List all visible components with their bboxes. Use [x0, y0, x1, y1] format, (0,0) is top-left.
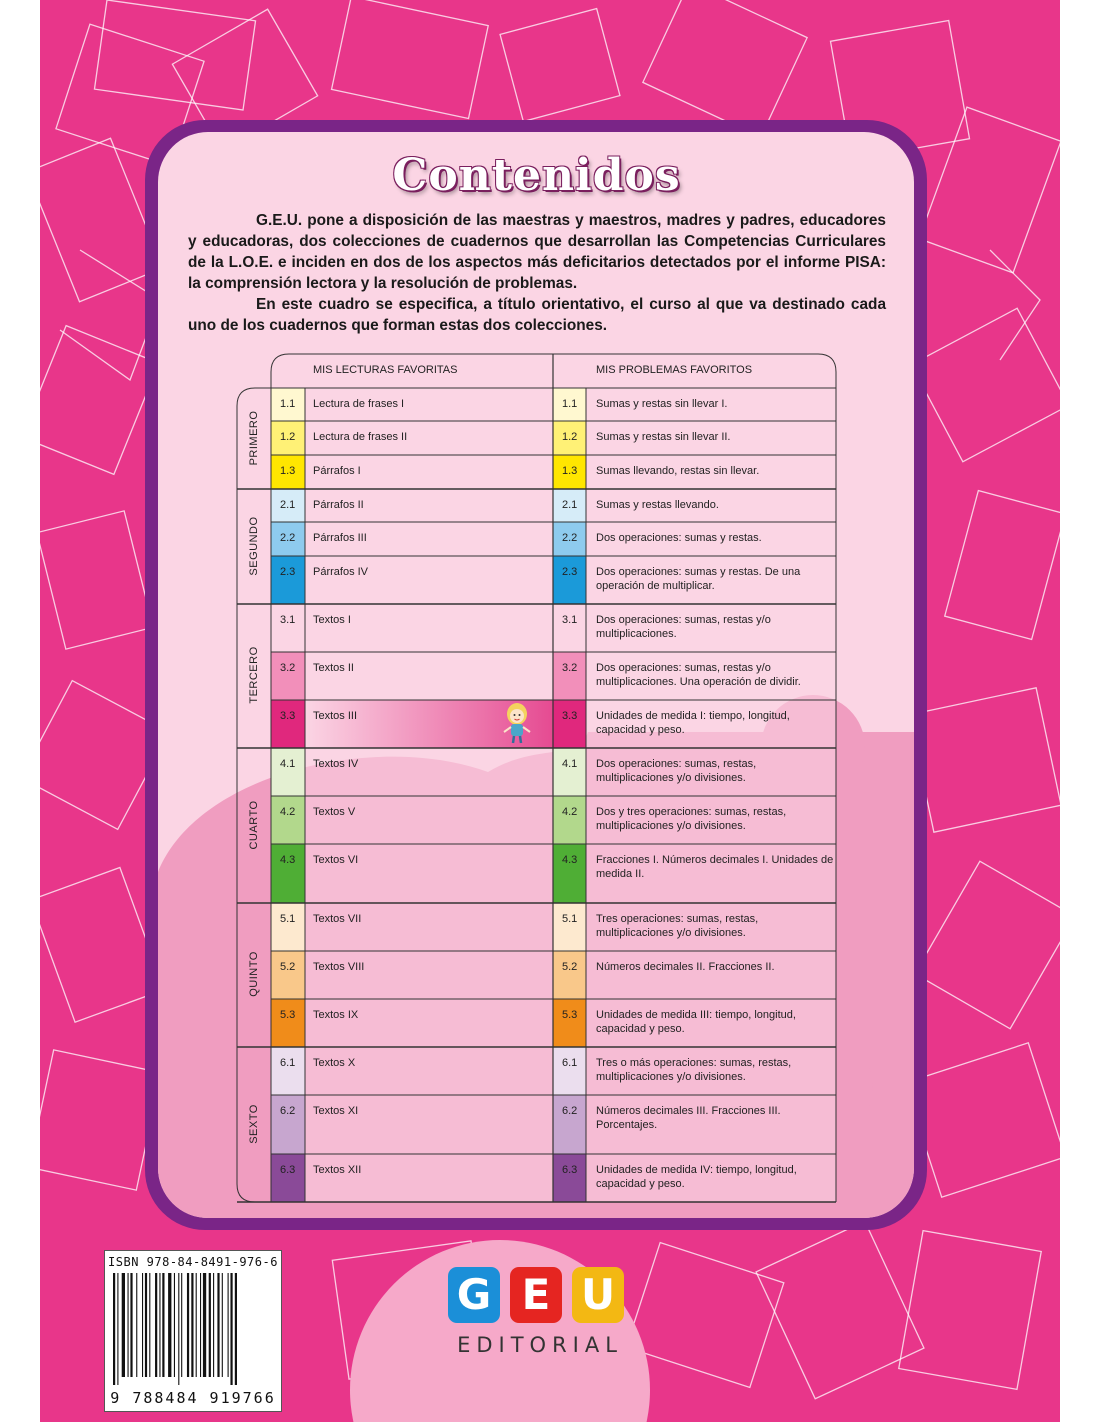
level-label: QUINTO	[248, 951, 260, 997]
barcode-bar	[117, 1273, 118, 1385]
lectura-number: 3.3	[280, 710, 296, 722]
lectura-number: 1.2	[280, 431, 296, 443]
barcode-bar	[155, 1273, 157, 1377]
level-color-cell	[271, 1095, 305, 1154]
lectura-number: 4.2	[280, 806, 296, 818]
problema-title: Tres operaciones: sumas, restas, multiplicaciones y/o divisiones.	[596, 913, 759, 939]
level-color-cell	[271, 999, 305, 1047]
problema-number: 6.2	[562, 1105, 578, 1117]
page-title: Contenidos	[392, 150, 681, 201]
barcode-bar	[217, 1273, 219, 1377]
problema-number: 5.2	[562, 961, 578, 973]
level-color-cell	[271, 652, 305, 700]
problema-number: 6.1	[562, 1057, 578, 1069]
problema-number: 6.3	[562, 1164, 578, 1176]
lectura-title: Textos VII	[313, 913, 362, 925]
level-label: SEGUNDO	[248, 515, 260, 576]
lectura-number: 2.3	[280, 566, 296, 578]
lectura-title: Lectura de frases I	[313, 398, 405, 410]
lectura-number: 2.1	[280, 499, 296, 511]
problema-number: 2.2	[562, 532, 578, 544]
level-color-cell	[271, 1154, 305, 1202]
level-label: CUARTO	[248, 799, 260, 850]
lectura-title: Textos X	[313, 1057, 356, 1069]
lectura-number: 6.1	[280, 1057, 296, 1069]
level-color-cell	[553, 700, 586, 748]
level-color-cell	[553, 951, 586, 999]
problema-title: Dos operaciones: sumas y restas.	[596, 532, 762, 544]
lectura-title: Textos V	[313, 806, 356, 818]
barcode-bar	[136, 1273, 137, 1377]
level-color-cell	[271, 700, 305, 748]
problema-number: 4.2	[562, 806, 578, 818]
barcode-bar	[191, 1273, 193, 1377]
lectura-title: Párrafos I	[313, 465, 361, 477]
isbn-number: ISBN 978-84-8491-976-6	[108, 1255, 278, 1269]
problema-title: Sumas y restas sin llevar I.	[596, 398, 728, 410]
level-color-cell	[271, 796, 305, 844]
barcode-bar	[200, 1273, 201, 1377]
problema-title: Sumas y restas llevando.	[596, 499, 719, 511]
barcode-bar	[130, 1273, 132, 1377]
barcode-bar	[228, 1273, 229, 1377]
header-problemas: MIS PROBLEMAS FAVORITOS	[596, 364, 753, 376]
level-color-cell	[271, 951, 305, 999]
problema-title: Unidades de medida I: tiempo, longitud, capacidad y peso.	[596, 710, 790, 736]
problema-number: 3.1	[562, 614, 578, 626]
lectura-title: Textos VIII	[313, 961, 365, 973]
problema-number: 2.3	[562, 566, 578, 578]
problema-title: Dos y tres operaciones: sumas, restas, multiplicaciones y/o divisiones.	[596, 806, 787, 832]
level-label: TERCERO	[248, 646, 260, 704]
girl-character-illustration	[500, 702, 534, 744]
problema-title: Dos operaciones: sumas, restas y/o multiplicaciones.	[596, 614, 771, 640]
lectura-title: Textos IV	[313, 758, 359, 770]
problema-number: 1.1	[562, 398, 578, 410]
lectura-title: Párrafos III	[313, 532, 367, 544]
problema-title: Sumas llevando, restas sin llevar.	[596, 465, 760, 477]
logo-letter-g: G	[448, 1267, 500, 1323]
lectura-number: 4.3	[280, 854, 296, 866]
problema-title: Dos operaciones: sumas, restas, multiplicaciones y/o divisiones.	[596, 758, 757, 784]
lectura-number: 6.3	[280, 1164, 296, 1176]
level-color-cell	[553, 652, 586, 700]
problema-number: 5.1	[562, 913, 578, 925]
problema-number: 2.1	[562, 499, 578, 511]
level-color-cell	[271, 556, 305, 604]
problema-number: 3.2	[562, 662, 578, 674]
lectura-title: Textos II	[313, 662, 354, 674]
problema-title: Números decimales III. Fracciones III. Porcentajes.	[596, 1105, 781, 1131]
problema-title: Números decimales II. Fracciones II.	[596, 961, 775, 973]
level-color-cell	[553, 796, 586, 844]
barcode-bar	[162, 1273, 164, 1377]
level-color-cell	[271, 604, 305, 652]
barcode-bar	[122, 1273, 125, 1377]
level-color-cell	[553, 999, 586, 1047]
lectura-title: Textos III	[313, 710, 358, 722]
level-color-cell	[271, 748, 305, 796]
level-color-cell	[553, 1095, 586, 1154]
problema-title: Tres o más operaciones: sumas, restas, multiplicaciones y/o divisiones.	[596, 1057, 792, 1083]
problema-number: 1.2	[562, 431, 578, 443]
lectura-number: 1.3	[280, 465, 296, 477]
level-color-cell	[553, 903, 586, 951]
barcode-bar	[181, 1273, 182, 1377]
barcode-bar	[128, 1273, 129, 1377]
lectura-title: Textos XII	[313, 1164, 362, 1176]
lectura-title: Párrafos II	[313, 499, 364, 511]
problema-number: 1.3	[562, 465, 578, 477]
problema-title: Sumas y restas sin llevar II.	[596, 431, 731, 443]
barcode-bar	[159, 1273, 160, 1377]
problema-title: Fracciones I. Números decimales I. Unidades de medida II.	[596, 854, 834, 880]
intro-paragraph-2: En este cuadro se especifica, a título orientativo, el curso al que va destinado cada uno de los cuadernos que forman estas dos colecciones.	[188, 296, 886, 334]
level-color-cell	[271, 1047, 305, 1095]
lectura-number: 3.1	[280, 614, 296, 626]
ean-number: 9 788484 919766	[110, 1389, 276, 1407]
barcode-bar	[145, 1273, 147, 1377]
level-color-cell	[553, 748, 586, 796]
isbn-barcode	[104, 1250, 282, 1412]
lectura-title: Párrafos IV	[313, 566, 369, 578]
lectura-number: 5.3	[280, 1009, 296, 1021]
lectura-title: Textos VI	[313, 854, 359, 866]
lectura-title: Textos XI	[313, 1105, 359, 1117]
header-lecturas: MIS LECTURAS FAVORITAS	[313, 364, 458, 376]
barcode-bar	[149, 1273, 150, 1377]
lectura-title: Lectura de frases II	[313, 431, 408, 443]
problema-number: 3.3	[562, 710, 578, 722]
lectura-number: 6.2	[280, 1105, 296, 1117]
barcode-bar	[168, 1273, 171, 1377]
barcode-bar	[230, 1273, 232, 1385]
logo-letter-e: E	[510, 1267, 562, 1323]
problema-title: Unidades de medida III: tiempo, longitud, capacidad y peso.	[596, 1009, 796, 1035]
level-color-cell	[553, 844, 586, 903]
barcode-bar	[187, 1273, 189, 1377]
logo-subtitle: EDITORIAL	[457, 1333, 623, 1357]
barcode-bar	[178, 1273, 179, 1385]
problema-number: 5.3	[562, 1009, 578, 1021]
level-label: SEXTO	[248, 1103, 260, 1144]
barcode-bar	[174, 1273, 175, 1377]
barcode-icon	[113, 1273, 273, 1385]
barcode-bar	[142, 1273, 143, 1377]
problema-title: Dos operaciones: sumas, restas y/o multiplicaciones. Una operación de dividir.	[596, 662, 801, 688]
problema-number: 4.3	[562, 854, 578, 866]
barcode-bar	[203, 1273, 206, 1377]
problema-title: Dos operaciones: sumas y restas. De una operación de multiplicar.	[596, 566, 801, 592]
level-color-cell	[553, 556, 586, 604]
barcode-bar	[113, 1273, 115, 1385]
barcode-bar	[235, 1273, 237, 1385]
lectura-number: 1.1	[280, 398, 296, 410]
intro-paragraph-1: G.E.U. pone a disposición de las maestras y maestros, madres y padres, educadores y educadoras, dos colecciones de cuadernos que desarrollan las Competencias Curriculares de la L.O.E. e inciden en dos de los aspectos más deficitarios detectados por el informe PISA: la comprensión lectora y la resolución de problemas.	[188, 212, 886, 292]
lectura-number: 2.2	[280, 532, 296, 544]
lectura-number: 4.1	[280, 758, 296, 770]
level-color-cell	[271, 844, 305, 903]
barcode-bar	[196, 1273, 197, 1377]
lectura-title: Textos IX	[313, 1009, 359, 1021]
lectura-title: Textos I	[313, 614, 351, 626]
problema-number: 4.1	[562, 758, 578, 770]
lectura-number: 3.2	[280, 662, 296, 674]
problema-title: Unidades de medida IV: tiempo, longitud, capacidad y peso.	[596, 1164, 797, 1190]
lectura-number: 5.1	[280, 913, 296, 925]
level-color-cell	[553, 604, 586, 652]
logo-letter-u: U	[572, 1267, 624, 1323]
barcode-bar	[209, 1273, 211, 1377]
barcode-bar	[222, 1273, 223, 1377]
level-color-cell	[553, 1047, 586, 1095]
lectura-number: 5.2	[280, 961, 296, 973]
level-color-cell	[553, 1154, 586, 1202]
level-color-cell	[271, 903, 305, 951]
level-label: PRIMERO	[248, 410, 260, 465]
barcode-bar	[213, 1273, 214, 1377]
